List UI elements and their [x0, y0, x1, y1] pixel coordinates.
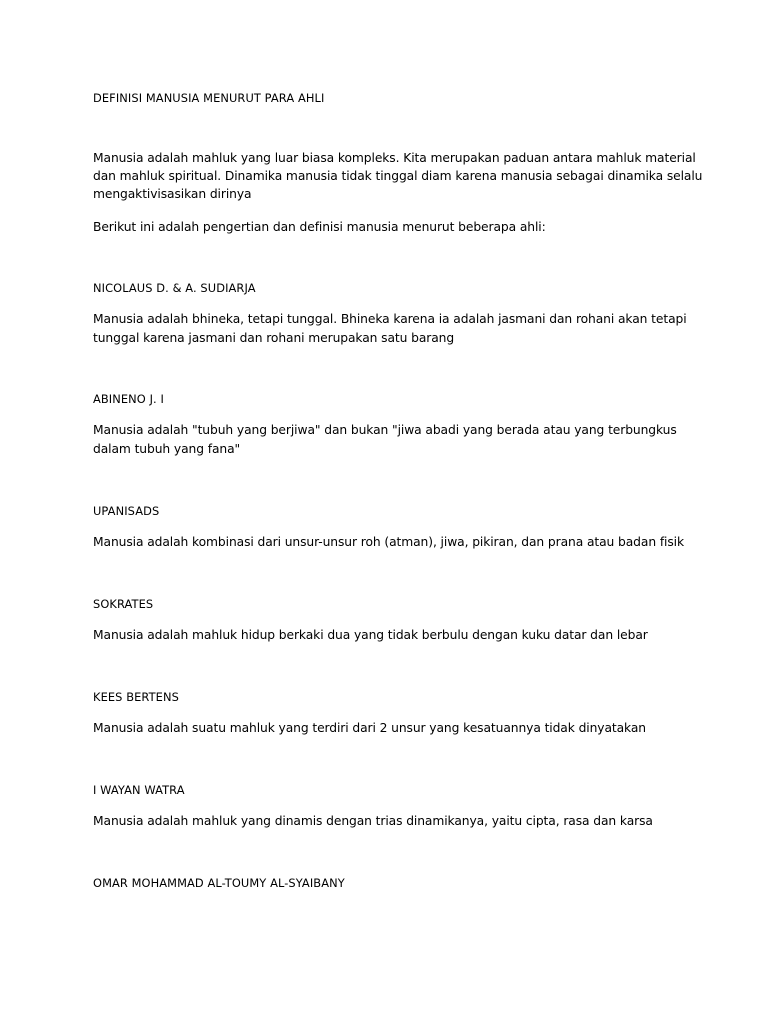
section-abineno-line-1: Manusia adalah "tubuh yang berjiwa" dan bukan "jiwa abadi yang berada atau yang terbungkus: [93, 423, 677, 437]
document-title: DEFINISI MANUSIA MENURUT PARA AHLI: [93, 91, 325, 105]
section-heading-omar-al-syaibany: OMAR MOHAMMAD AL-TOUMY AL-SYAIBANY: [93, 876, 345, 890]
section-heading-nicolaus: NICOLAUS D. & A. SUDIARJA: [93, 281, 256, 295]
section-heading-kees-bertens: KEES BERTENS: [93, 690, 179, 704]
section-nicolaus-line-2: tunggal karena jasmani dan rohani merupakan satu barang: [93, 331, 455, 345]
section-heading-i-wayan-watra: I WAYAN WATRA: [93, 783, 185, 797]
lead-paragraph: Berikut ini adalah pengertian dan definisi manusia menurut beberapa ahli:: [93, 220, 546, 234]
intro-line-1: Manusia adalah mahluk yang luar biasa kompleks. Kita merupakan paduan antara mahluk material: [93, 151, 696, 165]
intro-line-2: dan mahluk spiritual. Dinamika manusia tidak tinggal diam karena manusia sebagai dinamika selalu: [93, 169, 703, 183]
intro-line-3: mengaktivisasikan dirinya: [93, 187, 252, 201]
section-heading-abineno: ABINENO J. I: [93, 392, 164, 406]
section-sokrates-line-1: Manusia adalah mahluk hidup berkaki dua yang tidak berbulu dengan kuku datar dan lebar: [93, 628, 648, 642]
section-i-wayan-watra-line-1: Manusia adalah mahluk yang dinamis dengan trias dinamikanya, yaitu cipta, rasa dan karsa: [93, 814, 653, 828]
section-abineno-line-2: dalam tubuh yang fana": [93, 442, 241, 456]
section-upanisads-line-1: Manusia adalah kombinasi dari unsur-unsur roh (atman), jiwa, pikiran, dan prana atau badan fisik: [93, 535, 685, 549]
section-heading-upanisads: UPANISADS: [93, 504, 160, 518]
section-heading-sokrates: SOKRATES: [93, 597, 154, 611]
section-nicolaus-line-1: Manusia adalah bhineka, tetapi tunggal. Bhineka karena ia adalah jasmani dan rohani akan tetapi: [93, 312, 687, 326]
section-kees-bertens-line-1: Manusia adalah suatu mahluk yang terdiri dari 2 unsur yang kesatuannya tidak dinyatakan: [93, 721, 646, 735]
